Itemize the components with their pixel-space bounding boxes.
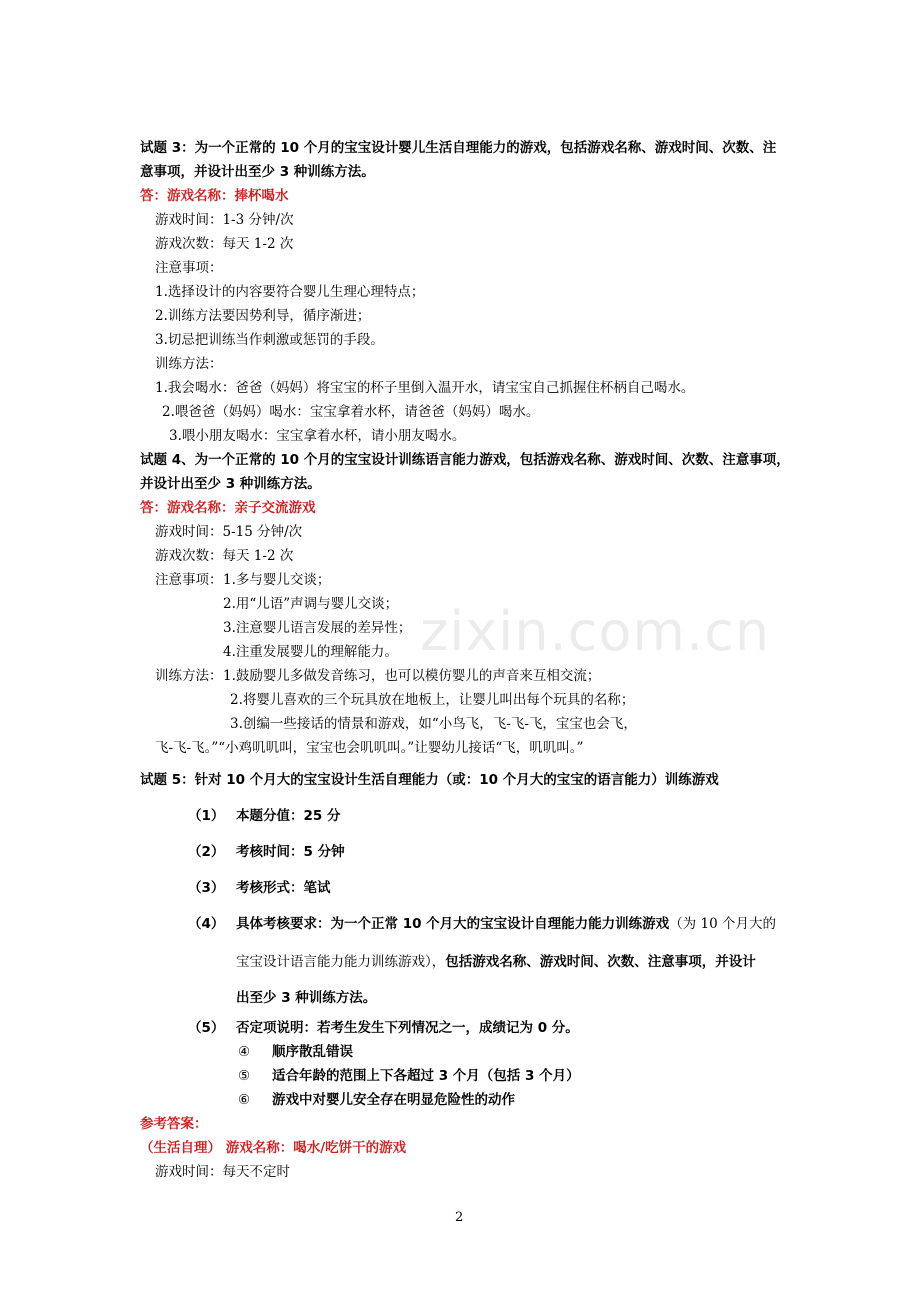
q5-item-number: （4） [188,916,225,932]
q4-title-line2: 并设计出至少 3 种训练方法。 [140,476,321,492]
q5-item-4-bold-2: 包括游戏名称、游戏时间、次数、注意事项，并设计 [445,954,756,970]
q4-method-3-cont: 飞-飞-飞。”“小鸡叽叽叫，宝宝也会叽叽叫。”让婴幼儿接话“飞，叽叽叫。” [155,740,584,756]
q3-method-3: 3.喂小朋友喝水：宝宝拿着水杯，请小朋友喝水。 [169,428,466,444]
q3-method-2: 2.喂爸爸（妈妈）喝水：宝宝拿着水杯，请爸爸（妈妈）喝水。 [162,404,540,420]
q5-item-1 [188,808,341,824]
q5-item-number: （3） [188,880,225,896]
q5-item-5 [188,1020,579,1036]
q5-item-5-text: 否定项说明：若考生发生下列情况之一，成绩记为 0 分。 [236,1020,579,1036]
q5-item-4-normal-2: 宝宝设计语言能力能力训练游戏）， [236,954,446,970]
q4-note-2: 2.用“儿语”声调与婴儿交谈； [223,596,399,612]
q3-title-line2: 意事项，并设计出至少 3 种训练方法。 [140,164,375,180]
q5-item-4-normal: （为 10 个月大的 [669,916,776,932]
q3-notes-label: 注意事项： [155,260,223,276]
q5-item-number: （1） [188,808,225,824]
q3-answer-game-name: 答：游戏名称：捧杯喝水 [140,188,289,204]
q4-note-1: 1.多与婴儿交谈； [223,572,331,588]
q3-title-line1: 试题 3：为一个正常的 10 个月的宝宝设计婴儿生活自理能力的游戏，包括游戏名称、游戏时间、次数、注 [140,140,777,156]
circled-number: ⑤ [238,1068,251,1084]
q3-note-3: 3.切忌把训练当作刺激或惩罚的手段。 [155,332,384,348]
q5-sub-item-6 [238,1092,515,1108]
q5-item-4-bold: 具体考核要求：为一个正常 10 个月大的宝宝设计自理能力能力训练游戏 [236,916,670,932]
q3-note-1: 1.选择设计的内容要符合婴儿生理心理特点； [155,284,425,300]
q4-method-2: 2.将婴儿喜欢的三个玩具放在地板上，让婴儿叫出每个玩具的名称； [230,692,635,708]
reference-game-time: 游戏时间：每天不定时 [155,1164,290,1180]
q4-notes-label: 注意事项： [155,572,223,588]
q4-title-line1: 试题 4、为一个正常的 10 个月的宝宝设计训练语言能力游戏，包括游戏名称、游戏时间、次数、注意事项， [140,452,790,468]
q5-item-3 [188,880,331,896]
watermark: zixin.com.cn [420,600,771,663]
q3-method-1: 1.我会喝水：爸爸（妈妈）将宝宝的杯子里倒入温开水，请宝宝自己抓握住杯柄自己喝水。 [155,380,695,396]
q5-item-text: 考核形式：笔试 [236,880,331,896]
q3-game-count: 游戏次数：每天 1-2 次 [155,236,294,252]
q5-sub-text: 适合年龄的范围上下各超过 3 个月（包括 3 个月） [272,1068,580,1084]
q4-note-3: 3.注意婴儿语言发展的差异性； [223,620,412,636]
q4-method-3: 3.创编一些接话的情景和游戏，如“小鸟飞，飞-飞-飞，宝宝也会飞， [230,716,637,732]
q4-game-count: 游戏次数：每天 1-2 次 [155,548,294,564]
q5-sub-item-4 [238,1044,353,1060]
q5-title: 试题 5：针对 10 个月大的宝宝设计生活自理能力（或：10 个月大的宝宝的语言能力）训练游戏 [140,772,719,788]
q5-item-4-line2 [236,954,756,970]
q5-item-text: 本题分值：25 分 [236,808,341,824]
q3-game-time: 游戏时间：1-3 分钟/次 [155,212,294,228]
q3-methods-label: 训练方法： [155,356,223,372]
q5-sub-text: 顺序散乱错误 [272,1044,353,1060]
q5-sub-item-5 [238,1068,580,1084]
circled-number: ④ [238,1044,251,1060]
reference-answer-label: 参考答案： [140,1116,208,1132]
q4-note-4: 4.注重发展婴儿的理解能力。 [223,644,398,660]
q4-answer-game-name: 答：游戏名称：亲子交流游戏 [140,500,316,516]
q5-item-4-line1 [188,916,776,932]
q4-game-time: 游戏时间：5-15 分钟/次 [155,524,303,540]
q3-note-2: 2.训练方法要因势利导，循序渐进； [155,308,371,324]
q5-item-4-line3: 出至少 3 种训练方法。 [236,990,377,1006]
reference-game-name: （生活自理） 游戏名称：喝水/吃饼干的游戏 [140,1140,407,1156]
q5-item-number: （2） [188,844,225,860]
q5-sub-text: 游戏中对婴儿安全存在明显危险性的动作 [272,1092,515,1108]
q5-item-text: 考核时间：5 分钟 [236,844,345,860]
circled-number: ⑥ [238,1092,251,1108]
q5-item-2 [188,844,345,860]
q4-method-1: 1.鼓励婴儿多做发音练习，也可以模仿婴儿的声音来互相交流； [223,668,601,684]
page-number: 2 [455,1210,464,1225]
q4-methods-label: 训练方法： [155,668,223,684]
q5-item-number: （5） [188,1020,225,1036]
